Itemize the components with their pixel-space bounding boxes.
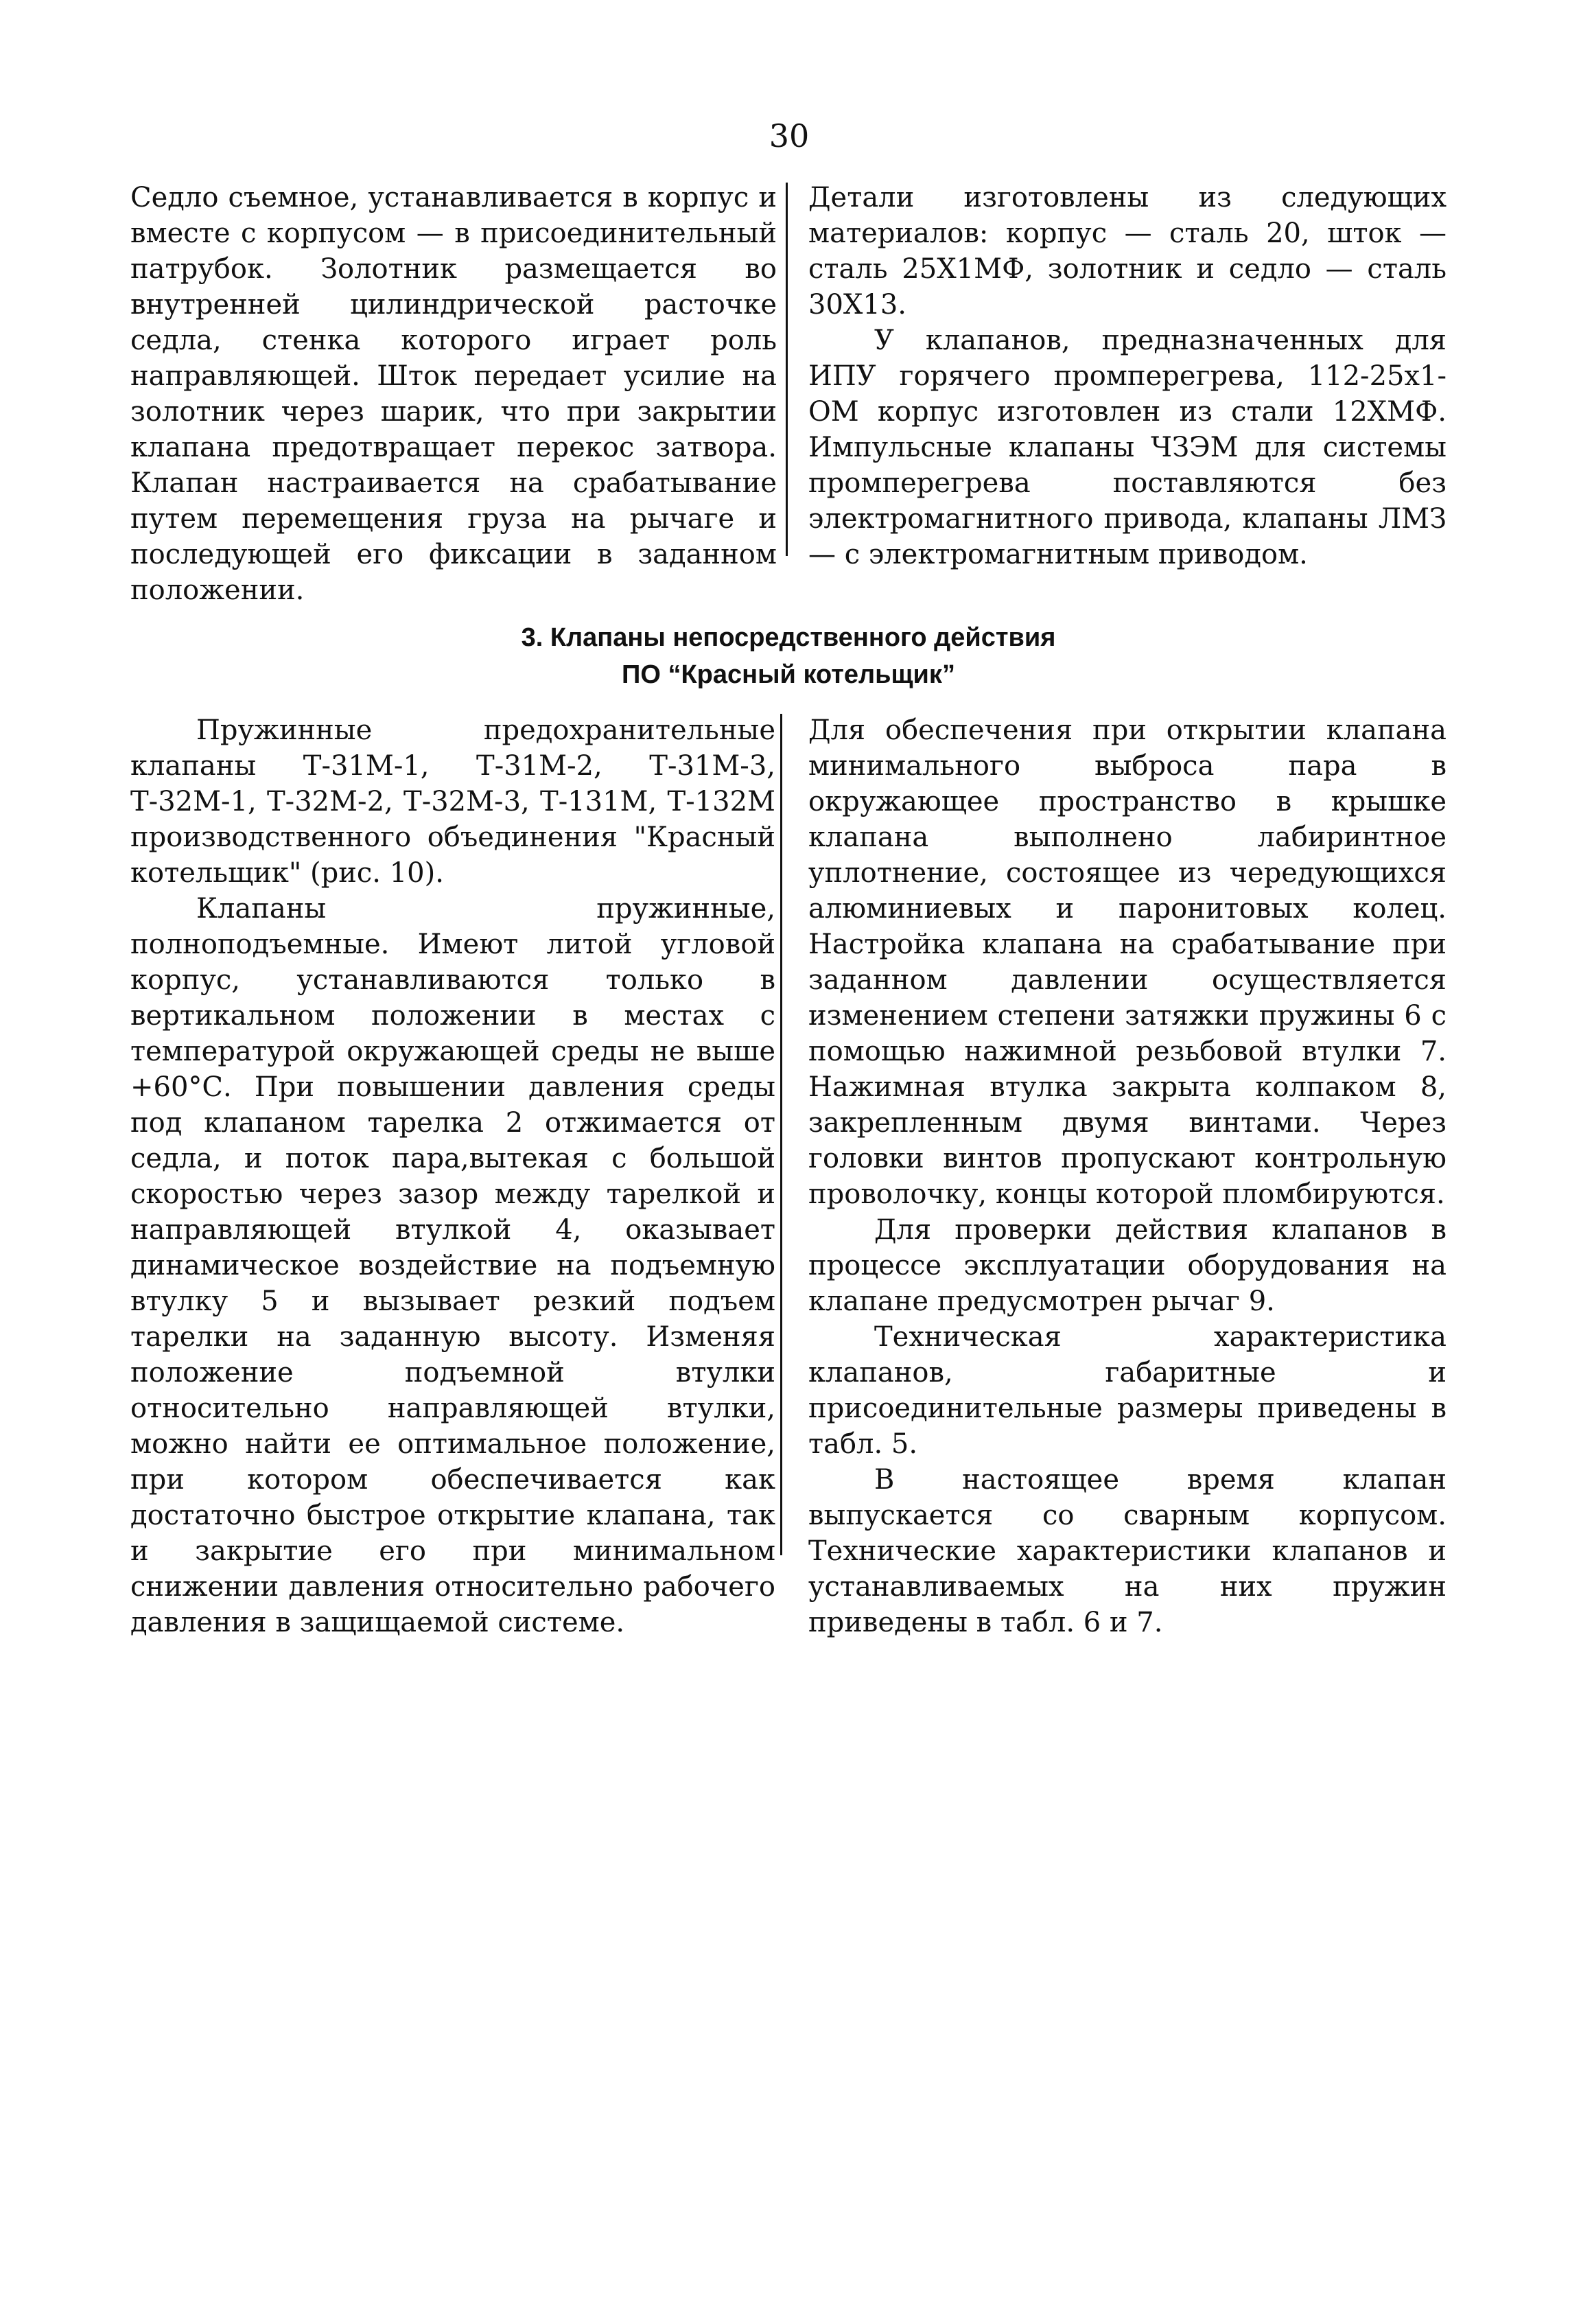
paragraph: У клапанов, предназначенных для ИПУ горячего промперегрева, 112-25х1-ОМ корпус изготовлен из стали 12ХМФ. Импульсные клапаны ЧЗЭМ для системы промперегрева поставляются без электромагнитного привода, клапаны ЛМЗ — с электромагнитным приводом. — [808, 325, 1447, 570]
section-heading-line: 3. Клапаны непосредственного действия — [521, 623, 1056, 652]
paragraph: Для проверки действия клапанов в процессе эксплуатации оборудования на клапане предусмотрен рычаг 9. — [808, 1214, 1447, 1317]
column-divider — [786, 183, 788, 556]
bottom-left-column — [130, 712, 775, 1640]
paragraph: В настоящее время клапан выпускается со сварным корпусом. Технические характеристики клапанов и устанавливаемых на них пружин приведены в табл. 6 и 7. — [808, 1464, 1447, 1638]
bottom-right-column — [808, 712, 1447, 1640]
section-heading — [130, 619, 1447, 693]
paragraph: Для обеспечения при открытии клапана минимального выброса пара в окружающее пространство в крышке клапана выполнено лабиринтное уплотнение, состоящее из чередующихся алюминиевых и паронитовых колец. Настройка клапана на срабатывание при заданном давлении осуществляется изменением степени затяжки пружины 6 с помощью нажимной резьбовой втулки 7. Нажимная втулка закрыта колпаком 8, закрепленным двумя винтами. Через головки винтов пропускают контрольную проволочку, концы которой пломбируются. — [808, 714, 1447, 1210]
page-number: 30 — [769, 117, 810, 154]
paragraph: Пружинные предохранительные клапаны Т-31М-1, Т-31М-2, Т-31М-3, Т-32М-1, Т-32М-2, Т-32М-3, Т-131М, Т-132М производственного объединения "Красный котельщик" (рис. 10). — [130, 714, 775, 889]
top-right-column — [808, 180, 1447, 572]
paragraph: Седло съемное, устанавливается в корпус и вместе с корпусом — в присоединительный патрубок. Золотник размещается во внутренней цилиндрической расточке седла, стенка которого играет роль направляющей. Шток передает усилие на золотник через шарик, что при закрытии клапана предотвращает перекос затвора. Клапан настраивается на срабатывание путем перемещения груза на рычаге и последующей его фиксации в заданном положении. — [130, 182, 777, 606]
paragraph: Детали изготовлены из следующих материалов: корпус — сталь 20, шток — сталь 25Х1МФ, золотник и седло — сталь 30Х13. — [808, 182, 1447, 321]
top-left-column — [130, 180, 777, 608]
section-heading-line: ПО “Красный котельщик” — [622, 660, 955, 689]
column-divider — [780, 714, 782, 1555]
paragraph: Клапаны пружинные, полноподъемные. Имеют литой угловой корпус, устанавливаются только в вертикальном положении в местах с температурой окружающей среды не выше +60°С. При повышении давления среды под клапаном тарелка 2 отжимается от седла, и поток пара,вытекая с большой скоростью через зазор между тарелкой и направляющей втулкой 4, оказывает динамическое воздействие на подъемную втулку 5 и вызывает резкий подъем тарелки на заданную высоту. Изменяя положение подъемной втулки относительно направляющей втулки, можно найти ее оптимальное положение, при котором обеспечивается как достаточно быстрое открытие клапана, так и закрытие его при минимальном снижении давления относительно рабочего давления в защищаемой системе. — [130, 893, 775, 1638]
paragraph: Техническая характеристика клапанов, габаритные и присоединительные размеры приведены в табл. 5. — [808, 1321, 1447, 1460]
